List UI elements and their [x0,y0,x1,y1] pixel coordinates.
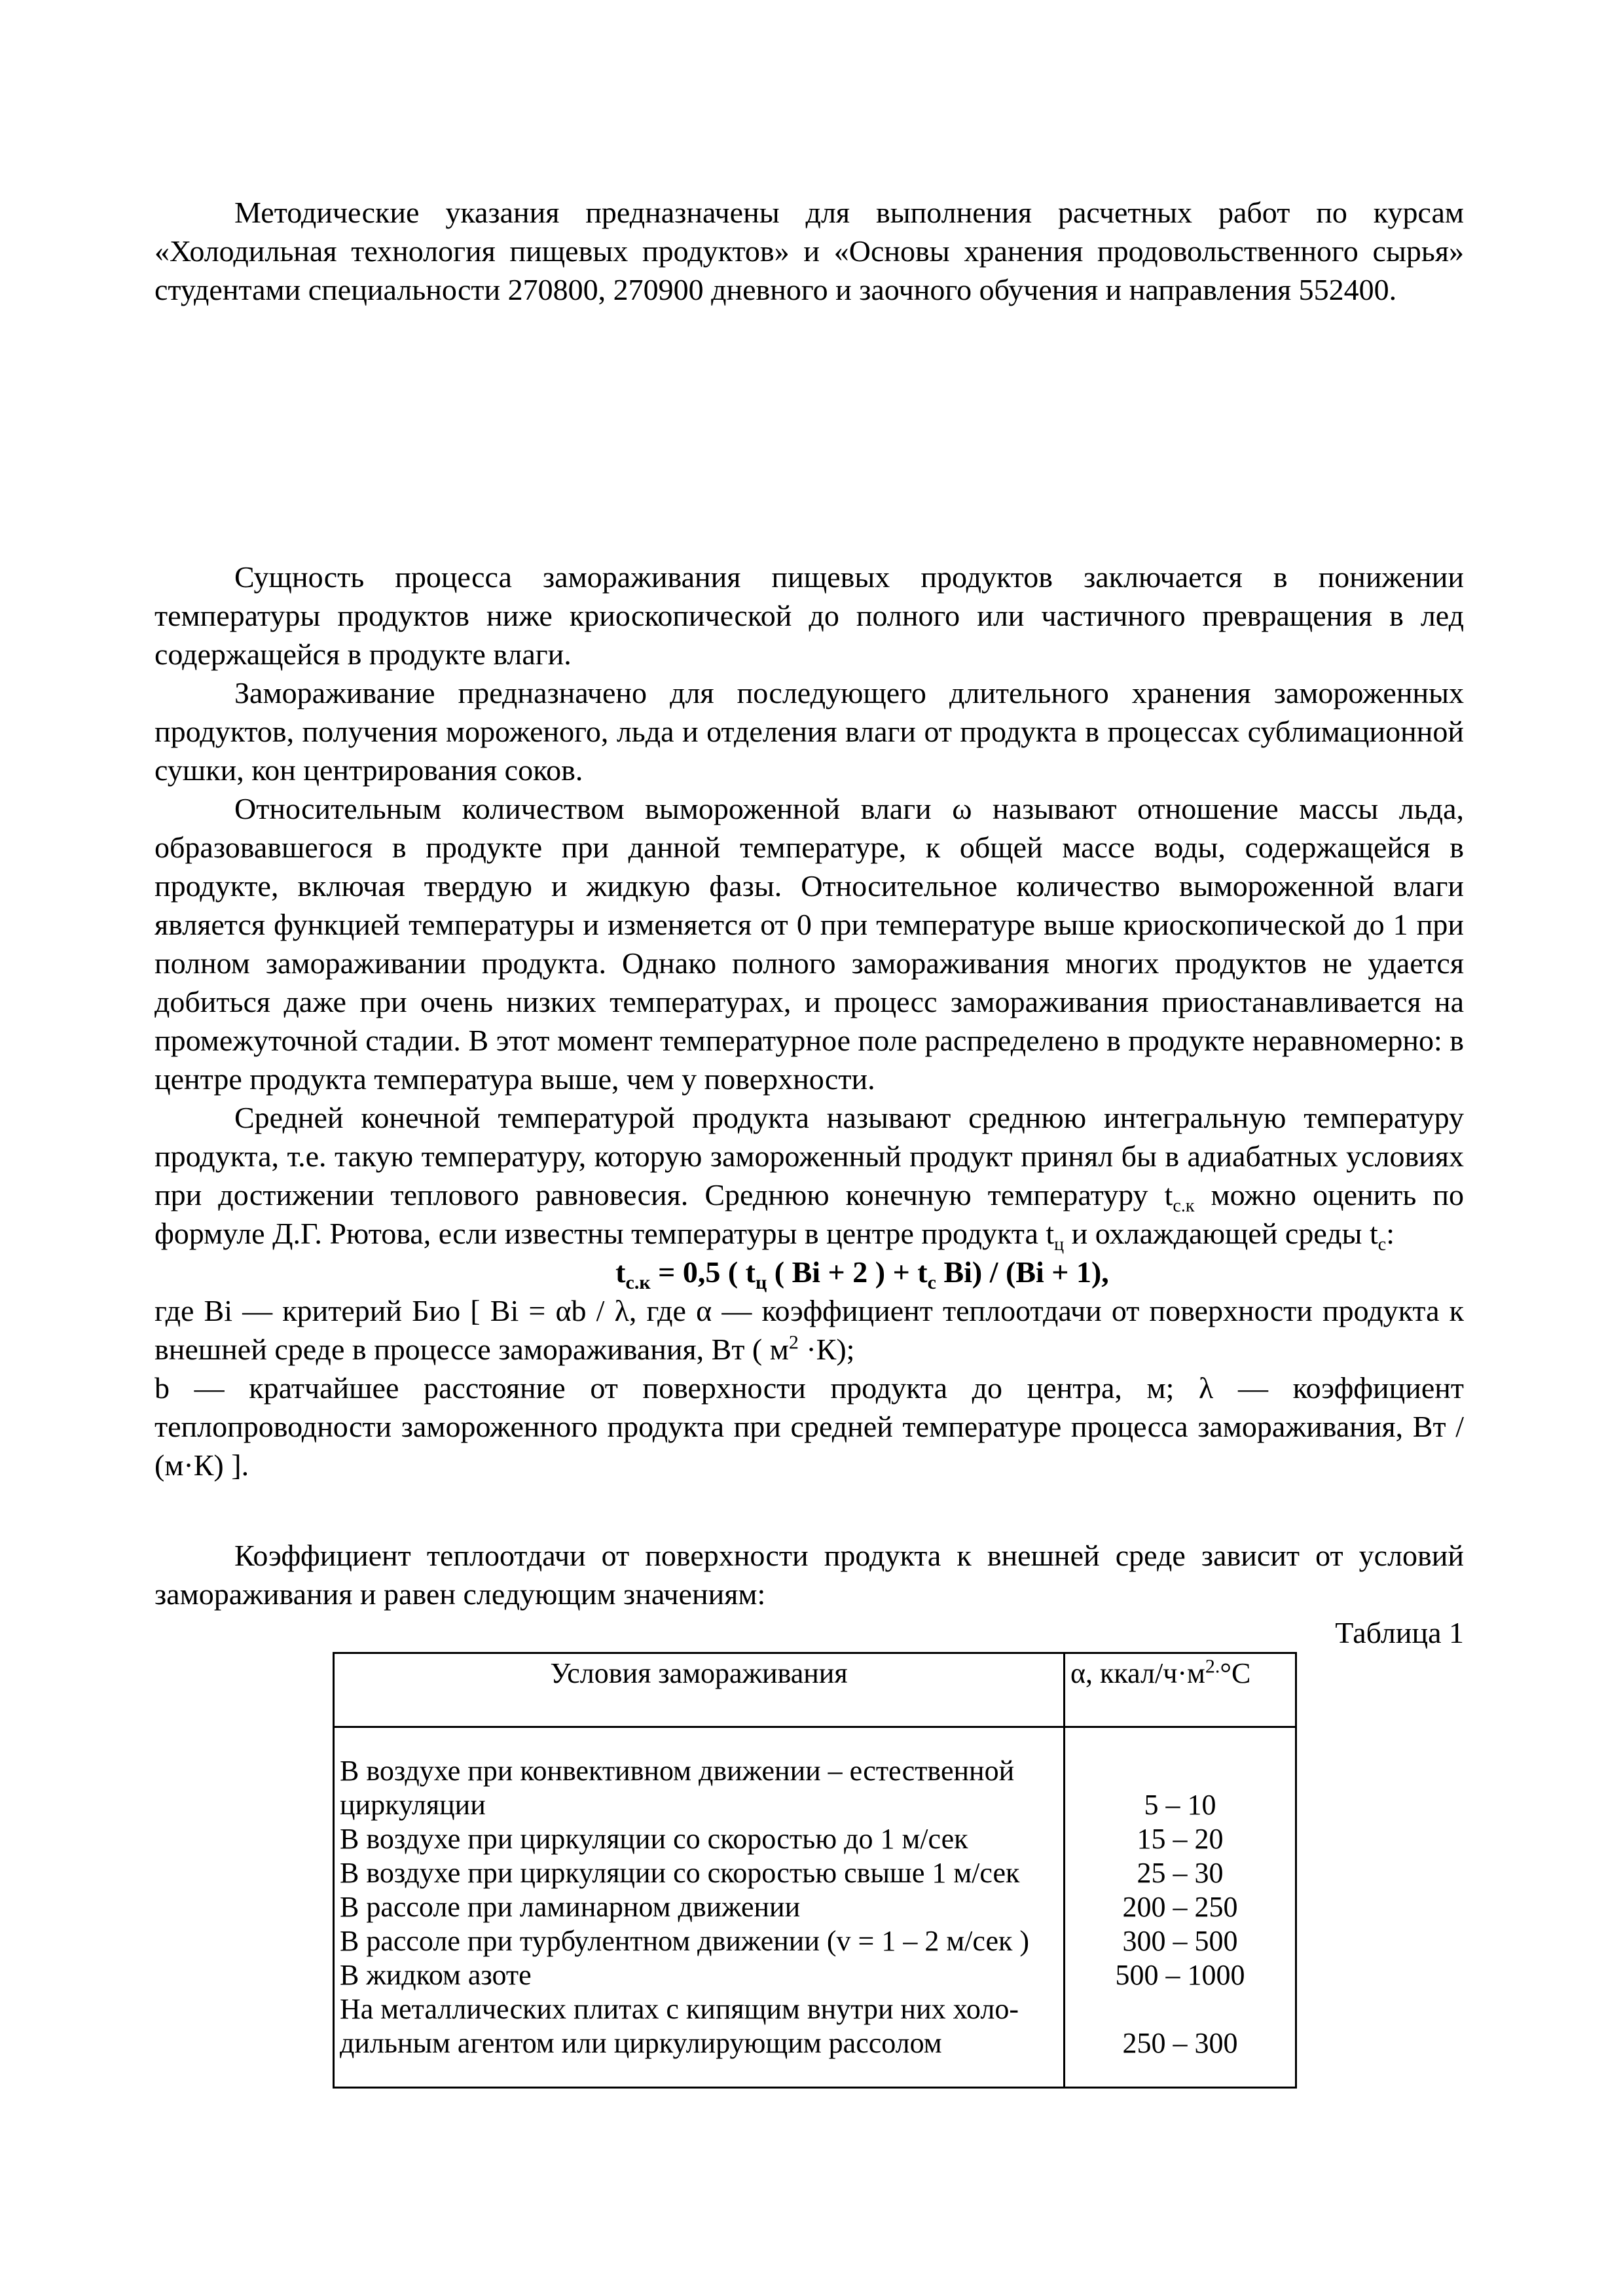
table-cell: 250 – 300 [1122,2027,1238,2059]
table-cell: В рассоле при турбулентном движении (v = 1 – 2 м/сек ) [340,1925,1030,1957]
paragraph-freezing-purpose: Замораживание предназначено для последующего длительного хранения замороженных продуктов, получения мороженого, льда и отделения влаги от продукта в процессах сублимационной сушки, кон центрирования соков. [155,676,1464,787]
table-cell: В рассоле при ламинарном движении [340,1891,801,1923]
intro-paragraph: Методические указания предназначены для выполнения расчетных работ по курсам «Холодильная технология пищевых продуктов» и «Основы хранения продовольственного сырья» студентами специальности 270800, 270900 дневного и заочного обучения и направления 552400. [155,196,1464,306]
spacer [155,1484,1464,1536]
table-header-row [334,1653,1296,1727]
table-caption: Таблица 1 [1335,1616,1464,1649]
table-cell: В воздухе при циркуляции со скоростью свыше 1 м/сек [340,1857,1020,1889]
table-body-row [334,1727,1296,2088]
paragraph-freezing-essence: Сущность процесса замораживания пищевых продуктов заключается в понижении температуры продуктов ниже криоскопической до полного или частичного превращения в лед содержащейся в продукте влаги. [155,560,1464,671]
table-cell: 200 – 250 [1122,1891,1238,1923]
formula-explanation-bi: где Bi — критерий Био [ Bi = αb / λ, где α — коэффициент теплоотдачи от поверхности продукта к внешней среде в процессе замораживания, Вт ( $м^2 \cdot К$); [155,1294,1464,1366]
table-cell: 15 – 20 [1137,1823,1224,1855]
formula-explanation-b: b — кратчайшее расстояние от поверхности продукта до центра, м; λ — коэффициент теплопроводности замороженного продукта при средней температуре процесса замораживания, Вт / (м·К) ]. [155,1371,1464,1482]
table-cell: 500 – 1000 [1115,1959,1245,1991]
table-cell [1065,1754,1295,1788]
table-cell: 25 – 30 [1137,1857,1224,1889]
spacer [155,309,1464,558]
table-cell [1065,1992,1295,2026]
table-cell: циркуляции [340,1789,486,1821]
table-cell: В воздухе при конвективном движении – естественной [340,1755,1015,1787]
paragraph-final-temperature: Средней конечной температурой продукта называют среднюю интегральную температуру продукта, т.е. такую температуру, которую замороженный продукт принял бы в адиабатных условиях при достижении теплового равновесия. Среднюю конечную температуру $t_{с.к}$ можно оценить по формуле Д.Г. Рютова, если известны температуры в центре продукта $t_ц$ и охлаждающей среды $t_с$: [155,1101,1464,1255]
table-cell: В воздухе при циркуляции со скоростью до 1 м/сек [340,1823,968,1855]
conditions-column [334,1727,1065,2088]
document-page [155,193,1464,2089]
table-cell: 5 – 10 [1144,1789,1216,1821]
values-column [1065,1727,1296,2088]
formula-rutov: $t_{с.к} = 0,5$ ( $t_ц$ ( Bi + 2 ) + $t_с$ Bi) / (Bi + 1), [615,1255,1109,1294]
table-cell: На металлических плитах с кипящим внутри них холо- [340,1993,1019,2025]
heat-transfer-table [333,1652,1297,2089]
paragraph-frozen-moisture: Относительным количеством вымороженной влаги ω называют отношение массы льда, образовавшегося в продукте при данной температуре, к общей массе воды, содержащейся в продукте, включая твердую и жидкую фазы. Относительное количество вымороженной влаги является функцией температуры и изменяется от 0 при температуре выше криоскопической до 1 при полном замораживании продукта. Однако полного замораживания многих продуктов не удается добиться даже при очень низких температурах, и процесс замораживания приостанавливается на промежуточной стадии. В этот момент температурное поле распределено в продукте неравномерно: в центре продукта температура выше, чем у поверхности. [155,792,1464,1096]
header-alpha: α, ккал/$ч\cdot м^{2.}^\circ С$ [1065,1653,1296,1727]
table-cell: дильным агентом или циркулирующим рассолом [340,2027,942,2059]
header-conditions: Условия замораживания [334,1653,1065,1727]
table-cell: В жидком азоте [340,1959,532,1991]
paragraph-heat-transfer: Коэффициент теплоотдачи от поверхности продукта к внешней среде зависит от условий замораживания и равен следующим значениям: [155,1539,1464,1611]
table-cell: 300 – 500 [1122,1925,1238,1957]
